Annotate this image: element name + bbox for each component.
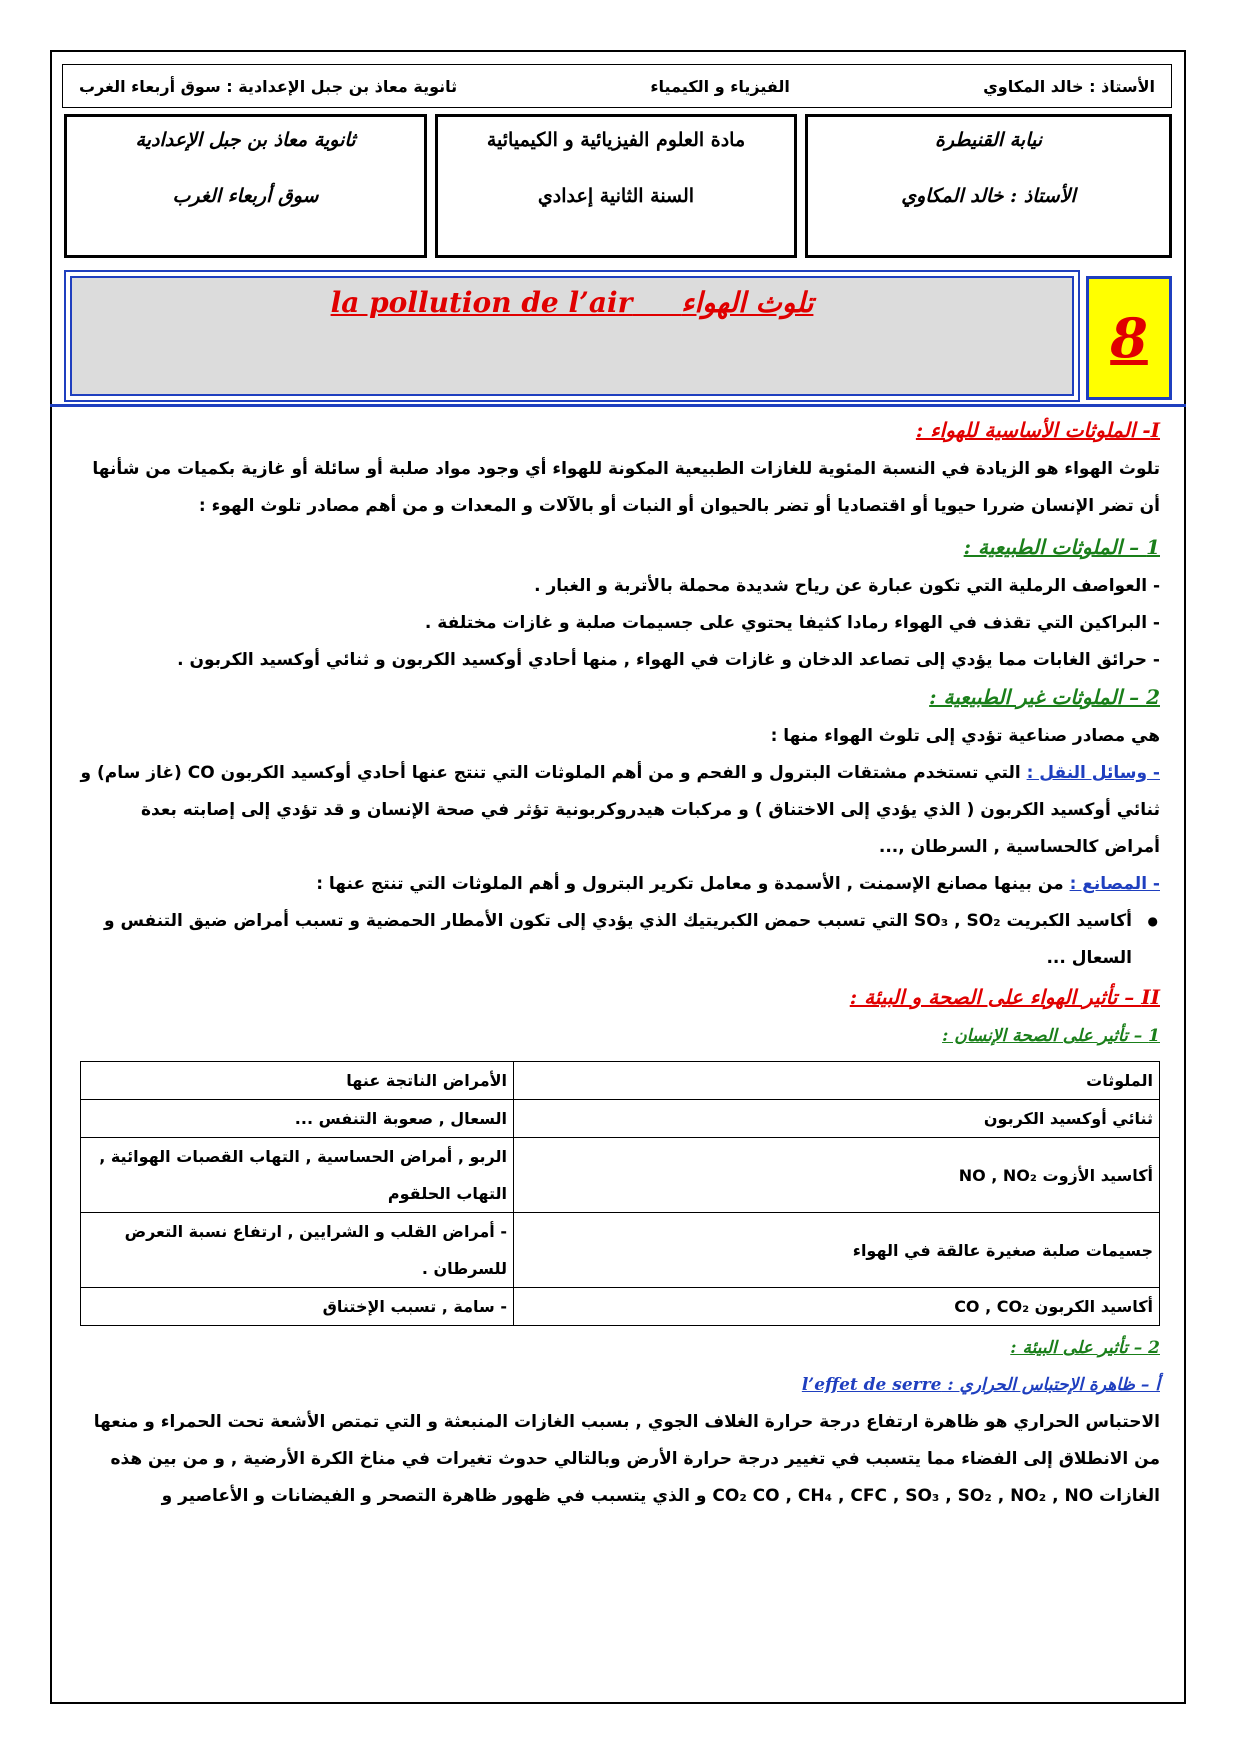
table-row — [81, 1138, 1160, 1213]
teacher-label: الأستاذ : خالد المكاوي — [901, 185, 1076, 207]
town-label: سوق أربعاء الغرب — [172, 185, 319, 207]
grade-label: السنة الثانية إعدادي — [537, 185, 695, 207]
transport-text: التي تستخدم مشتقات البترول و الفحم و من أهم الملوثات التي تنتج عنها أحادي أوكسيد الكربون CO (غاز سام) و ثنائي أوكسيد الكربون ( الذي يؤدي إلى الاختناق ) و مركبات هيدروكربونية تؤثر في صحة الإنسان و قد تؤدي إلى إصابته بعدة أمراض كالحساسية , السرطان ,... — [80, 763, 1160, 857]
lesson-content — [80, 406, 1160, 1515]
lesson-title-box — [64, 270, 1080, 402]
section1-heading: I- الملوثات الأساسية للهواء : — [915, 418, 1160, 442]
natural-item: - العواصف الرملية التي تكون عبارة عن رياح شديدة محملة بالأتربة و الغبار . — [534, 576, 1160, 596]
natural-item: - حرائق الغابات مما يؤدي إلى تصاعد الدخان و غازات في الهواء , منها أحادي أوكسيد الكربون و ثنائي أوكسيد الكربون . — [177, 650, 1160, 670]
lesson-number: 8 — [1110, 306, 1148, 370]
artificial-intro: هي مصادر صناعية تؤدي إلى تلوث الهواء منها : — [770, 726, 1160, 746]
natural-item: - البراكين التي تقذف في الهواء رمادا كثيفا يحتوي على جسيمات صلبة و غازات مختلفة . — [424, 613, 1160, 633]
table-row — [81, 1288, 1160, 1326]
subject-name: الفيزياء و الكيمياء — [650, 76, 790, 96]
school-label: ثانوية معاذ بن جبل الإعدادية — [135, 129, 356, 151]
teacher-name: الأستاذ : خالد المكاوي — [983, 76, 1155, 96]
top-header — [62, 64, 1172, 108]
directorate-label: نيابة القنيطرة — [934, 129, 1043, 151]
table-cell: السعال , صعوبة التنفس ... — [81, 1100, 514, 1138]
table-cell: جسيمات صلبة صغيرة عالقة في الهواء — [514, 1213, 1160, 1288]
health-effects-table — [80, 1061, 1160, 1326]
section2-heading: II – تأثير الهواء على الصحة و البيئة : — [849, 985, 1160, 1009]
factories-text: من بينها مصانع الإسمنت , الأسمدة و معامل تكرير البترول و أهم الملوثات التي تنتج عنها : — [316, 874, 1064, 894]
natural-pollutants-heading: 1 – الملوثات الطبيعية : — [963, 535, 1160, 559]
section1-intro: تلوث الهواء هو الزيادة في النسبة المئوية للغازات الطبيعية المكونة للهواء أي وجود مواد صلبة أو سائلة أو غازية بكميات من شأنها أن تضر الإنسان ضررا حيويا أو اقتصاديا أو تضر بالحيوان أو النبات أو بالآلات و المعدات و من أهم مصادر تلوث الهوء : — [92, 459, 1160, 516]
table-cell: - سامة , تسبب الإختناق — [81, 1288, 514, 1326]
table-header-cell: الملوثات — [514, 1062, 1160, 1100]
table-cell: أكاسيد الأزوت NO , NO₂ — [514, 1138, 1160, 1213]
table-cell: - أمراض القلب و الشرايين , ارتفاع نسبة التعرض للسرطان . — [81, 1213, 514, 1288]
table-cell: أكاسيد الكربون CO , CO₂ — [514, 1288, 1160, 1326]
lesson-title-ar: تلوث الهواء — [681, 286, 814, 319]
subject-label: مادة العلوم الفيزيائية و الكيميائية — [486, 129, 746, 151]
info-box-left — [64, 114, 427, 258]
sulfur-oxides-bullet: ● أكاسيد الكبريت SO₃ , SO₂ التي تسبب حمض الكبريتيك الذي يؤدي إلى تكون الأمطار الحمضية و تسبب أمراض ضيق التنفس و السعال ... — [80, 903, 1160, 977]
table-header-row — [81, 1062, 1160, 1100]
health-impact-heading: 1 – تأثير على الصحة الإنسان : — [942, 1026, 1160, 1046]
lesson-title-fr: la pollution de l’air — [330, 286, 633, 319]
lesson-title — [72, 286, 1072, 319]
artificial-pollutants-heading: 2 – الملوثات غير الطبيعية : — [929, 685, 1160, 709]
lesson-number-box — [1086, 276, 1172, 400]
table-row — [81, 1213, 1160, 1288]
factories-paragraph — [80, 866, 1160, 903]
info-box-right — [805, 114, 1172, 258]
environment-impact-heading: 2 – تأثير على البيئة : — [1010, 1338, 1160, 1358]
table-cell: الربو , أمراض الحساسية , التهاب القصبات الهوائية , التهاب الحلقوم — [81, 1138, 514, 1213]
table-row — [81, 1100, 1160, 1138]
info-box-middle — [435, 114, 797, 258]
factories-label: - المصانع : — [1069, 874, 1160, 894]
table-header-cell: الأمراض الناتجة عنها — [81, 1062, 514, 1100]
transport-label: - وسائل النقل : — [1026, 763, 1160, 783]
greenhouse-heading: أ – ظاهرة الإحتباس الحراري : l’effet de serre — [801, 1375, 1160, 1395]
school-name: ثانوية معاذ بن جبل الإعدادية : سوق أربعاء الغرب — [79, 76, 458, 96]
transport-paragraph — [80, 755, 1160, 866]
lesson-title-panel — [70, 276, 1074, 396]
greenhouse-text: الاحتباس الحراري هو ظاهرة ارتفاع درجة حرارة الغلاف الجوي , بسبب الغازات المنبعثة و التي تمتص الأشعة تحت الحمراء و منعها من الانطلاق إلى الفضاء مما يتسبب في تغيير درجة حرارة الأرض وبالتالي حدوث تغيرات في مناخ الكرة الأرضية , و من بين هذه الغازات CO₂ CO , CH₄ , CFC , SO₃ , SO₂ , NO₂ , NO و الذي يتسبب في ظهور ظاهرة التصحر و الفيضانات و الأعاصير و — [93, 1412, 1160, 1506]
table-cell: ثنائي أوكسيد الكربون — [514, 1100, 1160, 1138]
